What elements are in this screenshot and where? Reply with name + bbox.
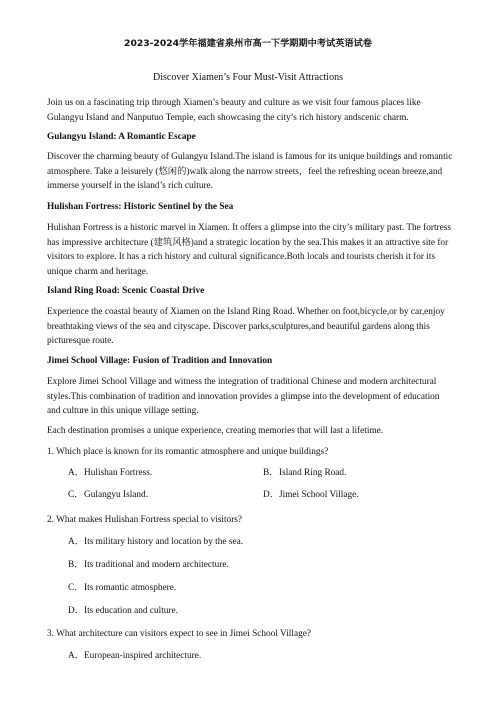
section-body-gulangyu: Discover the charming beauty of Gulangyu Island.The island is famous for its unique buildings and romantic atmosphere. Take a leisurely (悠闲的)walk along the narrow streets，feel the refreshing ocean breeze,and immerse yourself in the island’s rich culture. bbox=[47, 152, 453, 191]
section-heading-hulishan: Hulishan Fortress: Historic Sentinel by the Sea bbox=[47, 202, 234, 212]
option-letter: C． bbox=[68, 490, 84, 500]
option-text: Jimei School Village. bbox=[279, 490, 359, 500]
article-title: Discover Xiamen’s Four Must-Visit Attractions bbox=[153, 72, 343, 83]
section-heading-gulangyu: Gulangyu Island: A Romantic Escape bbox=[47, 132, 196, 142]
question-2-option-a[interactable] bbox=[68, 536, 243, 549]
section-heading-jimei: Jimei School Village: Fusion of Tradition and Innovation bbox=[47, 356, 273, 366]
section-heading-ring-road: Island Ring Road: Scenic Coastal Drive bbox=[47, 286, 205, 296]
question-1-stem: 1. Which place is known for its romantic atmosphere and unique buildings? bbox=[47, 447, 329, 457]
option-letter: A． bbox=[68, 651, 85, 661]
option-letter: C． bbox=[68, 583, 84, 593]
option-text: Its romantic atmosphere. bbox=[84, 583, 177, 593]
question-2-option-b[interactable] bbox=[68, 559, 229, 572]
option-text: Its traditional and modern architecture. bbox=[84, 560, 229, 570]
article-intro: Join us on a fascinating trip through Xiamen’s beauty and culture as we visit four famous places like Gulangyu Island and Nanputuo Temple, each showcasing the city’s rich history andscenic charm. bbox=[47, 98, 421, 123]
option-letter: A． bbox=[68, 468, 85, 478]
exam-title: 2023-2024学年福建省泉州市高一下学期期中考试英语试卷 bbox=[124, 38, 372, 49]
question-2-option-d[interactable] bbox=[68, 605, 178, 618]
question-2-option-c[interactable] bbox=[68, 582, 176, 595]
question-3-stem: 3. What architecture can visitors expect to see in Jimei School Village? bbox=[47, 629, 311, 639]
question-3-option-a[interactable] bbox=[68, 650, 201, 663]
option-text: Gulangyu Island. bbox=[84, 490, 149, 500]
option-text: Island Ring Road. bbox=[279, 468, 347, 478]
question-1-option-a[interactable] bbox=[68, 467, 152, 480]
section-body-jimei: Explore Jimei School Village and witness the integration of traditional Chinese and modern architectural styles.This combination of tradition and innovation provides a glimpse into the development of education and culture in this unique village setting. bbox=[47, 377, 440, 416]
section-body-hulishan: Hulishan Fortress is a historic marvel in Xiamen. It offers a glimpse into the city’s military past. The fortress has impressive architecture (建筑风格)and a strategic location by the sea.This makes it an attractive site for visitors to explore. It has a rich history and cultural significance.Both locals and tourists cherish it for its unique charm and heritage. bbox=[47, 223, 451, 277]
option-letter: A． bbox=[68, 537, 85, 547]
option-letter: D． bbox=[263, 490, 280, 500]
question-1-option-d[interactable] bbox=[263, 489, 359, 502]
question-1-option-c[interactable] bbox=[68, 489, 148, 502]
question-2-stem: 2. What makes Hulishan Fortress special to visitors? bbox=[47, 515, 243, 525]
option-letter: B． bbox=[263, 468, 279, 478]
option-text: European-inspired architecture. bbox=[84, 651, 202, 661]
question-1-option-b[interactable] bbox=[263, 467, 346, 480]
option-text: Hulishan Fortress. bbox=[84, 468, 153, 478]
option-text: Its education and culture. bbox=[84, 606, 178, 616]
article-closing: Each destination promises a unique experience, creating memories that will last a lifetime. bbox=[47, 426, 384, 436]
option-letter: B． bbox=[68, 560, 84, 570]
section-body-ring-road: Experience the coastal beauty of Xiamen on the Island Ring Road. Whether on foot,bicycle,or by car,enjoy breathtaking views of the sea and cityscape. Discover parks,sculptures,and beautiful gardens along this picturesque route. bbox=[47, 307, 445, 346]
option-text: Its military history and location by the sea. bbox=[84, 537, 244, 547]
option-letter: D． bbox=[68, 606, 85, 616]
